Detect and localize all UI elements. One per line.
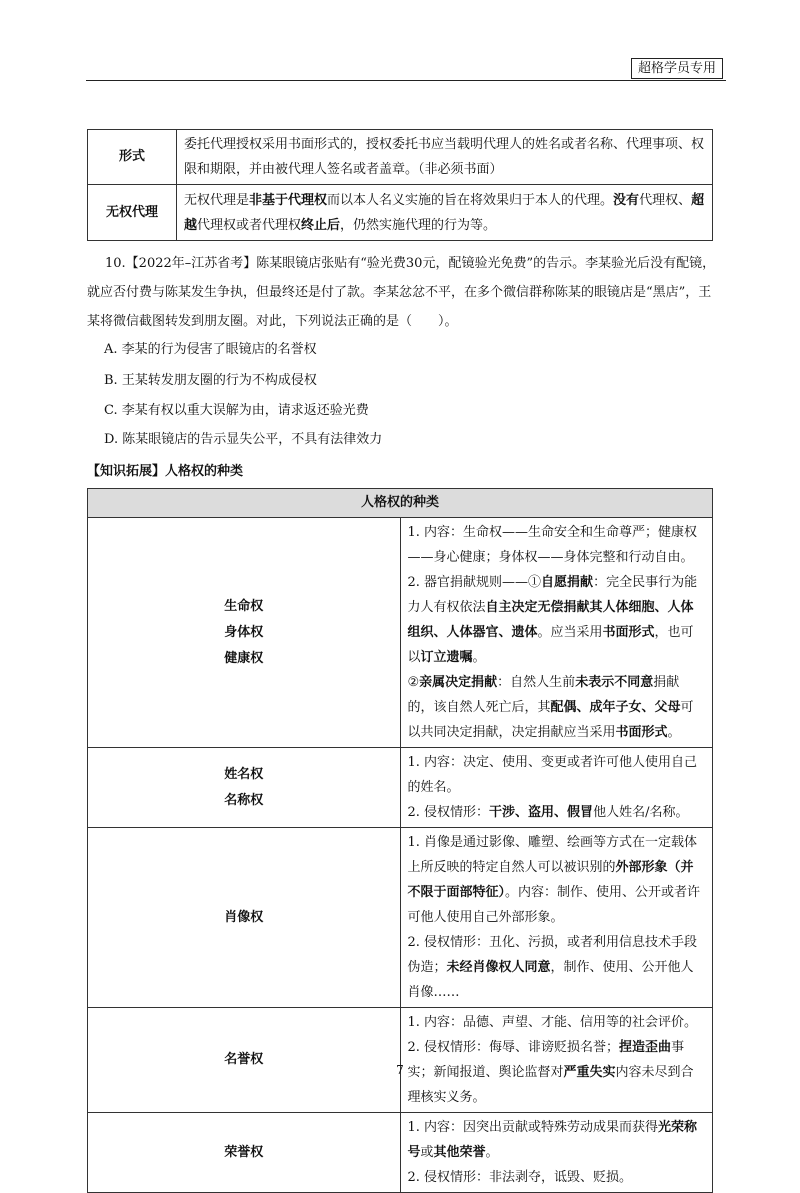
text-run: 。 — [485, 1145, 499, 1160]
text-run: 。内容：制作、使用、公开或者许可他人使用自己外部形象。 — [407, 885, 701, 925]
label-line: 荣誉权 — [224, 1144, 264, 1160]
emphasis-text: 其他荣誉 — [433, 1145, 486, 1160]
content-paragraph — [408, 750, 706, 800]
option-a: A. 李某的行为侵害了眼镜店的名誉权 — [104, 342, 317, 357]
text-run: 1. 内容：生命权——生命安全和生命尊严；健康权——身心健康；身体权——身体完整和行动自由。 — [407, 525, 698, 565]
text-run: ：自然人生前 — [497, 675, 576, 690]
text-run: 而以本人名义实施的旨在将效果归于本人的代理。 — [327, 192, 614, 208]
page-number: 7 — [396, 1063, 404, 1077]
table-header: 人格权的种类 — [88, 489, 713, 518]
text-run: ，制作、使用、公开他人肖像…… — [407, 960, 694, 1000]
row-content — [400, 828, 713, 1008]
table-row — [88, 1008, 713, 1113]
option-d: D. 陈某眼镜店的告示显失公平，不具有法律效力 — [104, 432, 383, 447]
text-run: ：完全民事行为能力人有权依法 — [407, 575, 698, 615]
row-label — [88, 748, 401, 828]
table-row — [88, 1113, 713, 1193]
emphasis-text: 严重失实 — [563, 1065, 616, 1080]
emphasis-text: 终止后 — [301, 217, 341, 233]
agency-table — [87, 129, 713, 241]
personality-rights-table — [87, 488, 713, 1193]
content-paragraph — [408, 930, 706, 1005]
table-row — [88, 130, 713, 185]
emphasis-text: 非基于代理权 — [249, 192, 328, 208]
text-run: 他人姓名/名称。 — [593, 805, 689, 820]
text-run: 2. 侵权情形：非法剥夺，诋毁、贬损。 — [407, 1170, 633, 1185]
emphasis-text: 捏造歪曲 — [619, 1040, 672, 1055]
label-line: 肖像权 — [224, 909, 264, 925]
row-label — [88, 828, 401, 1008]
content-paragraph — [408, 1010, 706, 1035]
row-label — [88, 1113, 401, 1193]
content-paragraph — [408, 1165, 706, 1190]
label-line: 身体权 — [224, 624, 264, 640]
option-c: C. 李某有权以重大误解为由，请求返还验光费 — [104, 403, 369, 418]
row-content — [400, 748, 713, 828]
text-run: 1. 肖像是通过影像、雕塑、绘画等方式在一定载体上所反映的特定自然人可以被识别的 — [407, 835, 698, 875]
table-row — [88, 828, 713, 1008]
text-run: 无权代理是 — [184, 192, 250, 208]
row-label: 无权代理 — [88, 185, 177, 241]
emphasis-text: 未经肖像权人同意 — [446, 960, 551, 975]
text-run: 。 — [667, 725, 681, 740]
header-badge: 超格学员专用 — [631, 58, 723, 79]
text-run: ，仍然实施代理的行为等。 — [340, 217, 497, 233]
label-line: 生命权 — [224, 598, 264, 614]
text-run: 委托代理授权采用书面形式的，授权委托书应当载明代理人的姓名或者名称、代理事项、权限和期限，并由被代理人签名或者盖章。（非必须书面） — [184, 137, 705, 177]
row-label: 形式 — [88, 130, 177, 185]
row-content — [177, 185, 713, 241]
text-run: 2. 侵权情形： — [407, 805, 490, 820]
text-run: 内容未尽到合理核实义务。 — [407, 1065, 694, 1105]
text-run: 2. 侵权情形：侮辱、诽谤贬损名誉； — [407, 1040, 620, 1055]
text-run: 可以共同决定捐献，决定捐献应当采用 — [407, 700, 694, 740]
emphasis-text: 订立遗嘱 — [420, 650, 473, 665]
emphasis-text: 亲属决定捐献 — [419, 675, 498, 690]
label-line: 健康权 — [224, 650, 264, 666]
table-row — [88, 518, 713, 748]
content-paragraph — [408, 570, 706, 670]
text-run: 。 — [472, 650, 486, 665]
content-paragraph — [408, 520, 706, 570]
content-paragraph — [408, 1115, 706, 1165]
row-label — [88, 518, 401, 748]
label-line: 名誉权 — [224, 1052, 264, 1067]
content-paragraph — [408, 800, 706, 825]
text-run: 代理权或者代理权 — [197, 217, 302, 233]
text-run: 代理权、 — [639, 192, 692, 208]
text-run: 1. 内容：因突出贡献或特殊劳动成果而获得 — [407, 1120, 659, 1135]
emphasis-text: 外部形象（并不限于面部特征） — [407, 860, 694, 900]
row-content — [400, 518, 713, 748]
emphasis-text: 超越 — [184, 192, 705, 233]
row-content — [400, 1008, 713, 1113]
emphasis-text: 没有 — [613, 192, 640, 208]
text-run: 捐献的，该自然人死亡后，其 — [407, 675, 680, 715]
emphasis-text: 自主决定无偿捐献其人体细胞、人体组织、人体器官、遗体 — [407, 600, 694, 640]
row-label — [88, 1008, 401, 1113]
emphasis-text: 未表示不同意 — [575, 675, 654, 690]
text-run: ，也可以 — [407, 625, 694, 665]
label-line: 姓名权 — [224, 766, 264, 782]
header-rule — [86, 80, 726, 81]
content-paragraph — [408, 830, 706, 930]
row-content — [400, 1113, 713, 1193]
table-row — [88, 748, 713, 828]
text-run: ② — [407, 675, 420, 690]
text-run: 2. 器官捐献规则——① — [407, 575, 542, 590]
emphasis-text: 干涉、盗用、假冒 — [489, 805, 594, 820]
content-paragraph — [408, 670, 706, 745]
text-run: 。应当采用 — [537, 625, 603, 640]
question-block — [87, 249, 717, 336]
emphasis-text: 光荣称号 — [407, 1120, 698, 1160]
row-content — [177, 130, 713, 185]
text-run: 1. 内容：决定、使用、变更或者许可他人使用自己的姓名。 — [407, 755, 698, 795]
text-run: 2. 侵权情形：丑化、污损，或者利用信息技术手段伪造； — [407, 935, 698, 975]
text-run: 或 — [420, 1145, 434, 1160]
emphasis-text: 书面形式 — [615, 725, 668, 740]
emphasis-text: 配偶、成年子女、父母 — [550, 700, 681, 715]
text-run: 事实；新闻报道、舆论监督对 — [407, 1040, 685, 1080]
text-run: 1. 内容：品德、声望、才能、信用等的社会评价。 — [407, 1015, 698, 1030]
question-stem: 10.【2022年–江苏省考】陈某眼镜店张贴有“验光费30元，配镜验光免费”的告示。李某验光后没有配镜，就应否付费与陈某发生争执，但最终还是付了款。李某忿忿不平，在多个微信群称陈某的眼镜店是“黑店”，王某将微信截图转发到朋友圈。对此，下列说法正确的是（ ）。 — [87, 256, 716, 329]
extension-title: 【知识拓展】人格权的种类 — [87, 464, 244, 479]
table-row — [88, 185, 713, 241]
option-b: B. 王某转发朋友圈的行为不构成侵权 — [104, 373, 317, 388]
emphasis-text: 自愿捐献 — [541, 575, 594, 590]
label-line: 名称权 — [224, 792, 264, 808]
emphasis-text: 书面形式 — [602, 625, 655, 640]
